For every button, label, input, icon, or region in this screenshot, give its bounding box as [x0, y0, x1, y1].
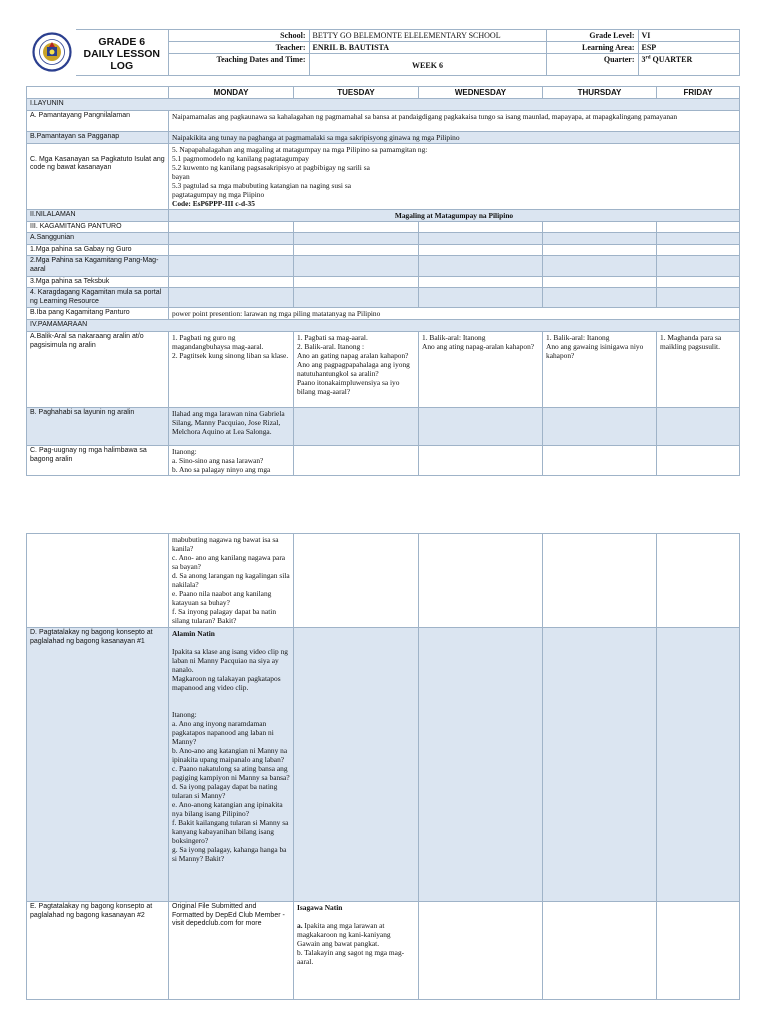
- log-title: DAILY LESSON LOG: [83, 48, 160, 72]
- section-layunin: I.LAYUNIN: [27, 99, 740, 111]
- iba-pang-text: power point presention: larawan ng mga piling matatanyag na Pilipino: [169, 308, 740, 320]
- day-wednesday: WEDNESDAY: [419, 87, 543, 99]
- balik-aral-tuesday: 1. Pagbati sa mag-aaral. 2. Balik-aral. Itanong : Ano an gating napag aralan kahapon? Ano ang pagpagpapahalaga ang iyong natutuhantungkol sa aralin? Paano itonakaimpluwensiya sa iyo bilang mag-aaral?: [294, 331, 419, 407]
- kasanayan-cell: [169, 143, 740, 209]
- day-tuesday: TUESDAY: [294, 87, 419, 99]
- corner-cell: [27, 87, 169, 99]
- pag-uugnay-monday: Itanong: a. Sino-sino ang nasa larawan? b. Ano sa palagay ninyo ang mga: [169, 445, 294, 475]
- balik-aral-friday: 1. Maghanda para sa maikling pagsusulit.: [657, 331, 740, 407]
- pamantayan-pagganap-text: Naipakikita ang tunay na paghanga at pagmamalaki sa mga sakripisyong ginawa ng mga Pilipino: [169, 131, 740, 143]
- header-table: [26, 29, 740, 76]
- alamin-natin-heading: Alamin Natin: [172, 629, 215, 638]
- dates-label: Teaching Dates and Time:: [168, 54, 309, 76]
- nilalaman-text: Magaling at Matagumpay na Pilipino: [169, 209, 740, 221]
- kasanayan-label: C. Mga Kasanayan sa Pagkatuto Isulat ang code ng bawat kasanayan: [27, 143, 169, 209]
- paghahabi-label: B. Paghahabi sa layunin ng aralin: [27, 407, 169, 445]
- lesson-log-page-1: [26, 29, 739, 476]
- balik-aral-label: A.Balik-Aral sa nakaraang aralin at/o pagsisimula ng aralin: [27, 331, 169, 407]
- isagawa-natin-text: a. Ipakita ang mga larawan at magkakaroon ng kani-kaniyang Gawain ang bawat pangkat. b. Talakayin ang sagot ng mga mag-aaral.: [297, 921, 405, 966]
- balik-aral-monday: 1. Pagbati ng guro ng magandangbuhaysa mag-aaral. 2. Pagtitsek kung sinong liban sa klase.: [169, 331, 294, 407]
- pagtatalakay-2-label: E. Pagtatalakay ng bagong konsepto at paglalahad ng bagong kasanayan #2: [27, 902, 169, 1000]
- kasanayan-code: Code: EsP6PPP-III c-d-35: [172, 198, 255, 208]
- pagtatalakay-1-label: D. Pagtatalakay ng bagong konsepto at paglalahad ng bagong kasanayan #1: [27, 628, 169, 902]
- gabay-label: 1.Mga pahina sa Gabay ng Guro: [27, 244, 169, 256]
- kagamitan-pang-label: 2.Mga Pahina sa Kagamitang Pang-Mag-aaral: [27, 256, 169, 276]
- school-label: School:: [168, 30, 309, 42]
- quarter-value: 3rd QUARTER: [638, 54, 739, 76]
- pagtatalakay-2-tuesday: [294, 902, 419, 1000]
- iba-pang-label: B.Iba pang Kagamitang Panturo: [27, 308, 169, 320]
- alamin-natin-text: Ipakita sa klase ang isang video clip ng laban ni Manny Pacquiao na siya ay nanalo. Magkaroon ng talakayan pagkatapos mapanood ang video clip. Itanong: a. Ano ang inyong naramdaman pagkatapos napanood ang laban ni Manny? b. Ano-ano ang katangian ni Manny na ipinakita upang maipanalo ang laban? c. Paano nakatulong sa ating bansa ang pagiging kampiyon ni Manny sa bansa? d. Sa iyong palagay dapat ba nating tularan si Manny? e. Ano-anong katangian ang ipinakita nya bilang isang Pilipino? f. Bakit kailangang tularan si Manny sa kanyang kabayanihan bilang isang boksingero? g. Sa iyong palagay, kahanga hanga ba si Manny? Bakit?: [172, 647, 290, 863]
- lesson-table: [26, 86, 740, 476]
- day-monday: MONDAY: [169, 87, 294, 99]
- section-nilalaman: II.NILALAMAN: [27, 209, 169, 221]
- teacher-label: Teacher:: [168, 42, 309, 54]
- teksbuk-label: 3.Mga pahina sa Teksbuk: [27, 276, 169, 288]
- pamantayang-pangnilalaman-text: Naipamamalas ang pagkaunawa sa kahalagahan ng pagmamahal sa bansa at pandaigdigang pagkakaisa tungo sa isang maunlad, mapayapa, at mapagkalingang pamayanan: [169, 110, 740, 131]
- title-cell: [76, 30, 168, 76]
- paghahabi-monday: Ilahad ang mga larawan nina Gabriela Silang, Manny Pacquiao, Jose Rizal, Melchora Aquino at Lea Salonga.: [169, 407, 294, 445]
- grade-title: GRADE 6: [98, 36, 146, 48]
- depedclub-note: Original File Submitted and Formatted by DepEd Club Member - visit depedclub.com for more: [169, 902, 294, 1000]
- grade-level-value: VI: [638, 30, 739, 42]
- grade-level-label: Grade Level:: [546, 30, 638, 42]
- learning-area-value: ESP: [638, 42, 739, 54]
- section-pamamaraan: IV.PAMAMARAAN: [27, 320, 740, 332]
- dates-value: WEEK 6: [309, 54, 546, 76]
- balik-aral-wednesday: 1. Balik-aral: Itanong Ano ang ating napag-aralan kahapon?: [419, 331, 543, 407]
- day-thursday: THURSDAY: [543, 87, 657, 99]
- school-value: BETTY GO BELEMONTE ELELEMENTARY SCHOOL: [309, 30, 546, 42]
- balik-aral-thursday: 1. Balik-aral: Itanong Ano ang gawaing isinigawa niyo kahapon?: [543, 331, 657, 407]
- kasanayan-text: 5. Napapahalagahan ang magaling at matagumpay na mga Pilipino sa pamamgitan ng: 5.1 pagmomodelo ng kanilang pagtatagumpay 5.2 kuwento ng kanilang pagsasakripisyo at pagbibigay ng sarili sa bayan 5.3 pagtulad sa mga mabubuting katangian na naging susi sa pagtatagumpay ng mga Piipino: [172, 144, 428, 199]
- karagdagang-label: 4. Karagdagang Kagamitan mula sa portal ng Learning Resource: [27, 288, 169, 308]
- isagawa-natin-heading: Isagawa Natin: [297, 903, 343, 912]
- day-friday: FRIDAY: [657, 87, 740, 99]
- pag-uugnay-monday-continued: mabubuting nagawa ng bawat isa sa kanila? c. Ano- ano ang kanilang nagawa para sa bayan? d. Sa anong larangan ng kagalingan sila nakilala? e. Paano nila naabot ang kanilang katayuan sa buhay? f. Sa inyong palagay dapat ba natin silang tularan? Bakit?: [169, 534, 294, 628]
- lesson-table-continued: [26, 533, 740, 1000]
- pagtatalakay-1-monday: [169, 628, 294, 902]
- teacher-value: ENRIL B. BAUTISTA: [309, 42, 546, 54]
- deped-seal-cell: [26, 30, 76, 76]
- sanggunian-label: A.Sanggunian: [27, 233, 169, 245]
- continued-label-cell: [27, 534, 169, 628]
- section-kagamitan: III. KAGAMITANG PANTURO: [27, 221, 169, 233]
- pamantayan-pagganap-label: B.Pamantayan sa Pagganap: [27, 131, 169, 143]
- lesson-log-page-2: [26, 533, 739, 1000]
- pag-uugnay-label: C. Pag-uugnay ng mga halimbawa sa bagong aralin: [27, 445, 169, 475]
- deped-seal-icon: [32, 32, 72, 72]
- learning-area-label: Learning Area:: [546, 42, 638, 54]
- pamantayang-pangnilalaman-label: A. Pamantayang Pangnilalaman: [27, 110, 169, 131]
- quarter-label: Quarter:: [546, 54, 638, 76]
